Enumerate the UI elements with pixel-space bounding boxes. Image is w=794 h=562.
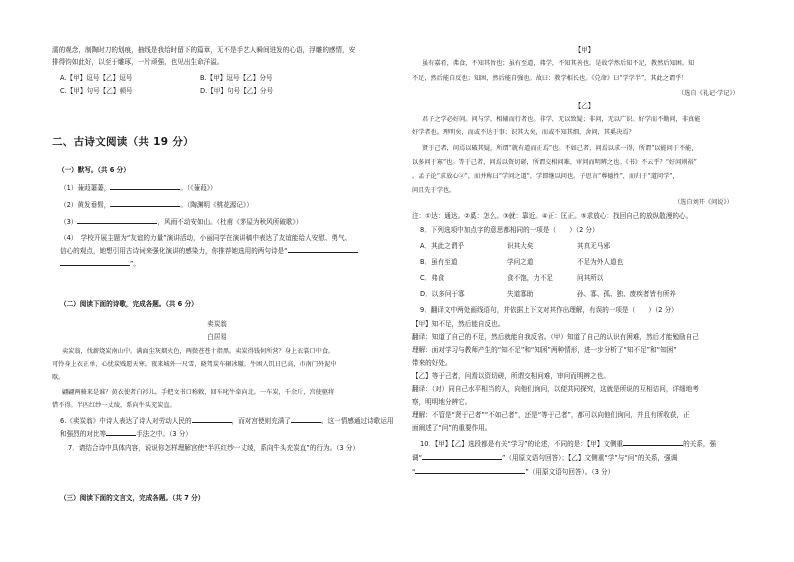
dictation-4-line-2: 信心的观点，她想引用古诗词来强化演讲的感染力，你推荐她选用的两句诗是“ bbox=[60, 246, 358, 255]
dictation-2: （2）黄发垂髫， 。（陶渊明《桃花源记》） bbox=[60, 201, 253, 209]
q8-option-b-3: 不足为外人道也 bbox=[577, 258, 624, 266]
yi-line-2: 好学者也。理明矣，而或不达于事；识其大矣，而或不知其细，舍问，其奚决焉？ bbox=[412, 129, 635, 136]
q9-line-6: 翻译：（对）同自己水平相当的人，向他们询问，以便共同探究，这就是所说的互相诘问，详细地考 bbox=[412, 385, 699, 393]
sub1-title: （一）默写。（共 6 分） bbox=[58, 166, 130, 174]
question-9: 9．翻译文中两处画线语句，并依据上下文对其作出理解，有误的一项是（ ）（2 分） bbox=[420, 306, 678, 314]
question-10-line-1: 10．【甲】【乙】选段都是有关“学习”的论述，不同的是：【甲】文侧重 的关系，强 bbox=[420, 440, 717, 448]
q8-option-c-3: 问其所以 bbox=[577, 274, 604, 282]
dictation-1: （1）蒹葭萋萋， 。（《蒹葭》） bbox=[60, 184, 217, 192]
q9-line-2: 翻译：知道了自己的不足，然后就能自我反省。（甲）知道了自己的认识有困难，然后才能勉励自己 bbox=[412, 333, 699, 341]
question-7: 7．请结合诗中具体内容，说说你怎样理解宫使“半匹红纱一丈绫，系向牛头充炭直”的行为。（3 分） bbox=[68, 444, 359, 452]
q8-option-d-2: 失道寡助 bbox=[507, 290, 534, 298]
yi-line-5: 。孟子论“求放心②”，而并称曰“学问之道”，学即继以问也。子思言“尊德性”，而归于“道问学”， bbox=[412, 173, 679, 180]
yi-line-1: 君子之学必好问。问与学，相辅而行者也。非学，无以致疑；非问，无以广识。好学而不勤问，非真能 bbox=[422, 116, 701, 123]
q9-line-3: 理解：面对学习与教师产生的“知不足”和“知困”两种情形，进一步分析了“知不足”和“知困” bbox=[412, 346, 677, 354]
dictation-3: （3） ，风雨不动安如山。（杜甫《茅屋为秋风所破歌》） bbox=[60, 218, 303, 226]
dictation-4-line-3: ”。 bbox=[60, 259, 140, 268]
answer-blank[interactable] bbox=[60, 259, 130, 266]
answer-blank[interactable] bbox=[77, 217, 157, 224]
yi-line-6: 问且先于学也。 bbox=[412, 187, 456, 194]
q9-line-4: 带来的好处。 bbox=[412, 359, 452, 367]
poem-line-4: 翩翩两骑来是谁？黄衣使者白衫儿。手把文书口称敕，回车叱牛牵向北。一车炭，千余斤，宫使驱将 bbox=[62, 389, 335, 396]
passage-yi-title: 【乙】 bbox=[574, 102, 595, 110]
poem-line-2: 可怜身上衣正单，心忧炭贱愿天寒。夜来城外一尺雪，晓驾炭车辗冰辙。牛困人饥日已高，市南门外泥中 bbox=[52, 361, 337, 368]
jia-line-2: 不足，然后能自反也；知困，然后能自强也。故曰：教学相长也。《兑命》曰“学学半”，其此之谓乎！ bbox=[412, 75, 688, 82]
yi-line-4: 以多问于寡”也。等于己者，问焉以资切磋，所谓交相问难，审问而明辨之也。《书》不云乎？“好问则裕” bbox=[412, 159, 697, 166]
answer-blank[interactable] bbox=[288, 246, 358, 253]
sub3-title: （三）阅读下面的文言文，完成各题。（共 7 分） bbox=[60, 494, 205, 502]
option-c: C.【甲】句号【乙】顿号 bbox=[60, 87, 133, 95]
q9-line-8: 理解：不管是“贤于己者”“不如己者”，还是“等于己者”，都可以向他们询问，并且有所收获，正 bbox=[412, 411, 690, 419]
poem-title: 卖炭翁 bbox=[207, 320, 227, 328]
q8-option-c-2: 食不饱，力不足 bbox=[507, 274, 554, 282]
q9-line-5: 【乙】等于己者，问焉以资切磋，所谓交相问难，审问而明辨之也。 bbox=[412, 372, 610, 380]
question-10-line-2: 调“ ”（用原文语句回答）；【乙】文侧重“学”与“问”的关系，强调 bbox=[412, 454, 678, 462]
answer-blank[interactable] bbox=[291, 416, 321, 423]
q9-line-1: 【甲】知不足，然后能自反也。 bbox=[412, 320, 505, 328]
dictation-4-line-1: （4） 学校开展主题为“友谊的力量”演讲活动，小丽同学在演讲稿中表达了友谊能给人安慰、勇气、 bbox=[60, 234, 352, 242]
q9-line-9: 面阐述了“问”的重要作用。 bbox=[412, 424, 492, 432]
answer-blank[interactable] bbox=[415, 467, 525, 474]
poem-line-1: 卖炭翁，伐薪烧炭南山中。满面尘灰烟火色，两鬓苍苍十指黑。卖炭得钱何所营？身上衣裳口中食。 bbox=[62, 348, 335, 355]
answer-blank[interactable] bbox=[192, 416, 232, 423]
q8-option-b-1: B．虽有至道 bbox=[420, 258, 458, 266]
q8-option-d-3: 孙、寡、孤、独、废疾者皆有所养 bbox=[577, 290, 676, 298]
yi-source: （选自刘开《问说》） bbox=[674, 199, 733, 206]
q8-option-d-1: D．以多问于寡 bbox=[420, 290, 465, 298]
jia-source: （选自《礼记·学记》） bbox=[678, 90, 739, 97]
jia-line-1: 虽有嘉肴，弗食，不知其旨也；虽有至道，弗学，不知其善也。是故学然后知不足，教然后知困。知 bbox=[422, 60, 695, 67]
passage-jia-title: 【甲】 bbox=[574, 46, 595, 54]
q8-option-a-1: A．其此之谓乎 bbox=[420, 242, 465, 250]
question-6-line-1: 6.《卖炭翁》中诗人表达了诗人对劳动人民的 ，而对宫使则充满了 。这一情感通过诗歌运用 bbox=[60, 417, 394, 425]
q8-option-a-3: 其真无马邪 bbox=[577, 242, 610, 250]
annotation-notes: 注：①达：通达。②奚：怎么。③就：靠近。④正：匡正。⑤求放心：找回自己的放纵散漫的心。 bbox=[412, 212, 693, 220]
question-10-line-3: “ ”（用原文语句回答）。（3 分） bbox=[412, 468, 615, 476]
option-b: B.【甲】逗号【乙】分号 bbox=[200, 74, 273, 82]
poem-line-5: 惜不得。半匹红纱一丈绫，系向牛头充炭直。 bbox=[52, 402, 176, 409]
question-6-line-2: 和强烈的对比等 手法之中。（3 分） bbox=[60, 430, 192, 438]
answer-blank[interactable] bbox=[422, 453, 502, 460]
intro-line-1: 濡的观念，制陶时刀的划痕，抽线是我给时留下的篇章，无不是手艺人瞬间迸发的心语，浮雕的感情，安 bbox=[52, 46, 356, 54]
option-d: D.【甲】句号【乙】分号 bbox=[200, 87, 274, 95]
answer-blank[interactable] bbox=[110, 200, 180, 207]
poem-line-3: 歇。 bbox=[52, 374, 65, 381]
answer-blank[interactable] bbox=[110, 183, 180, 190]
poem-author: 白居易 bbox=[207, 333, 227, 341]
yi-line-3: 贤于己者，问焉以破其疑，所谓“就有道而正焉”也。不如己者，问焉以求一得，所谓“以能问于不能， bbox=[422, 145, 698, 152]
intro-line-2: 排得钧如此好，以至于雕琢，一片顽强，也见出生命洋溢。 bbox=[52, 58, 224, 66]
q9-line-7: 察，明明地分辨它。 bbox=[412, 398, 472, 406]
q8-option-c-1: C．弗食 bbox=[420, 274, 445, 282]
option-a: A.【甲】逗号【乙】逗号 bbox=[60, 74, 133, 82]
answer-blank[interactable] bbox=[623, 439, 683, 446]
q8-option-b-2: 学问之道 bbox=[507, 258, 534, 266]
section-2-title: 二、古诗文阅读（共 19 分） bbox=[52, 136, 194, 148]
q8-option-a-2: 识其大矣 bbox=[507, 242, 534, 250]
sub2-title: （二）阅读下面的诗歌，完成各题。（共 6 分） bbox=[60, 300, 198, 308]
answer-blank[interactable] bbox=[106, 429, 136, 436]
question-8: 8．下列选项中加点字的意思都相同的一项是（ ）（2 分） bbox=[420, 226, 599, 234]
